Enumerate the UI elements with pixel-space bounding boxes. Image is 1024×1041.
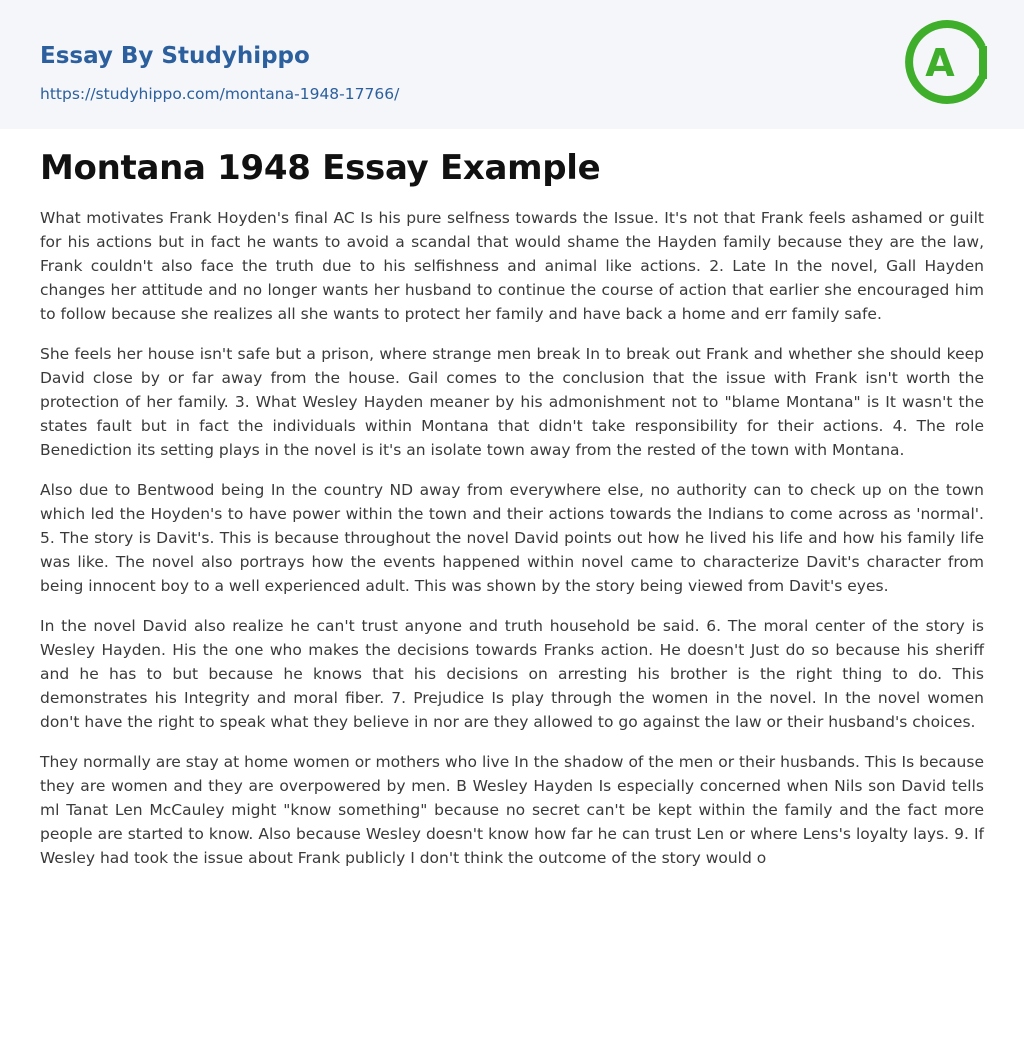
essay-paragraph: In the novel David also realize he can't trust anyone and truth household be said. 6. The moral center of the story is Wesley Hayden. His the one who makes the decisions towards Franks action. He doesn't Just do so because his sheriff and he has to but because he knows that his decisions on arresting his brother is the right thing to do. This demonstrates his Integrity and moral fiber. 7. Prejudice Is play through the women in the novel. In the novel women don't have the right to speak what they believe in nor are they allowed to go against the law or their husband's choices. (40, 617, 984, 731)
site-header (0, 0, 1024, 129)
essay-paragraph: What motivates Frank Hoyden's final AC Is his pure selfness towards the Issue. It's not that Frank feels ashamed or guilt for his actions but in fact he wants to avoid a scandal that would shame the Hayden family because they are the law, Frank couldn't also face the truth due to his selfishness and animal like actions. 2. Late In the novel, Gall Hayden changes her attitude and no longer wants her husband to continue the course of action that earlier she encouraged him to follow because she realizes all she wants to protect her family and have back a home and err family safe. (40, 209, 984, 323)
essay-body (40, 206, 984, 870)
page-title: Montana 1948 Essay Example (40, 148, 601, 188)
essay-paragraph: Also due to Bentwood being In the country ND away from everywhere else, no authority can to check up on the town which led the Hoyden's to have power within the town and their actions towards the Indians to come across as 'normal'. 5. The story is Davit's. This is because throughout the novel David points out how he lived his life and how his family life was like. The novel also portrays how the events happened within novel came to characterize Davit's character from being innocent boy to a well experienced adult. This was shown by the story being viewed from Davit's eyes. (40, 481, 984, 595)
source-url-link[interactable]: https://studyhippo.com/montana-1948-17766/ (40, 85, 400, 103)
logo-letter: A (925, 41, 955, 85)
essay-paragraph: She feels her house isn't safe but a prison, where strange men break In to break out Frank and whether she should keep David close by or far away from the house. Gail comes to the conclusion that the issue with Frank isn't worth the protection of her family. 3. What Wesley Hayden meaner by his admonishment not to "blame Montana" is It wasn't the states fault but in fact the individuals within Montana that didn't take responsibility for their actions. 4. The role Benediction its setting plays in the novel is it's an isolate town away from the rested of the town with Montana. (40, 345, 984, 459)
brand-title[interactable]: Essay By Studyhippo (40, 43, 310, 69)
essay-paragraph: They normally are stay at home women or mothers who live In the shadow of the men or their husbands. This Is because they are women and they are overpowered by men. B Wesley Hayden Is especially concerned when Nils son David tells ml Tanat Len McCauley might "know something" because no secret can't be kept within the family and the fact more people are started to know. Also because Wesley doesn't know how far he can trust Len or where Lens's loyalty lays. 9. If Wesley had took the issue about Frank publicly I don't think the outcome of the story would o (40, 753, 984, 867)
studyhippo-logo-icon[interactable] (904, 19, 988, 105)
essay-content (40, 142, 984, 886)
